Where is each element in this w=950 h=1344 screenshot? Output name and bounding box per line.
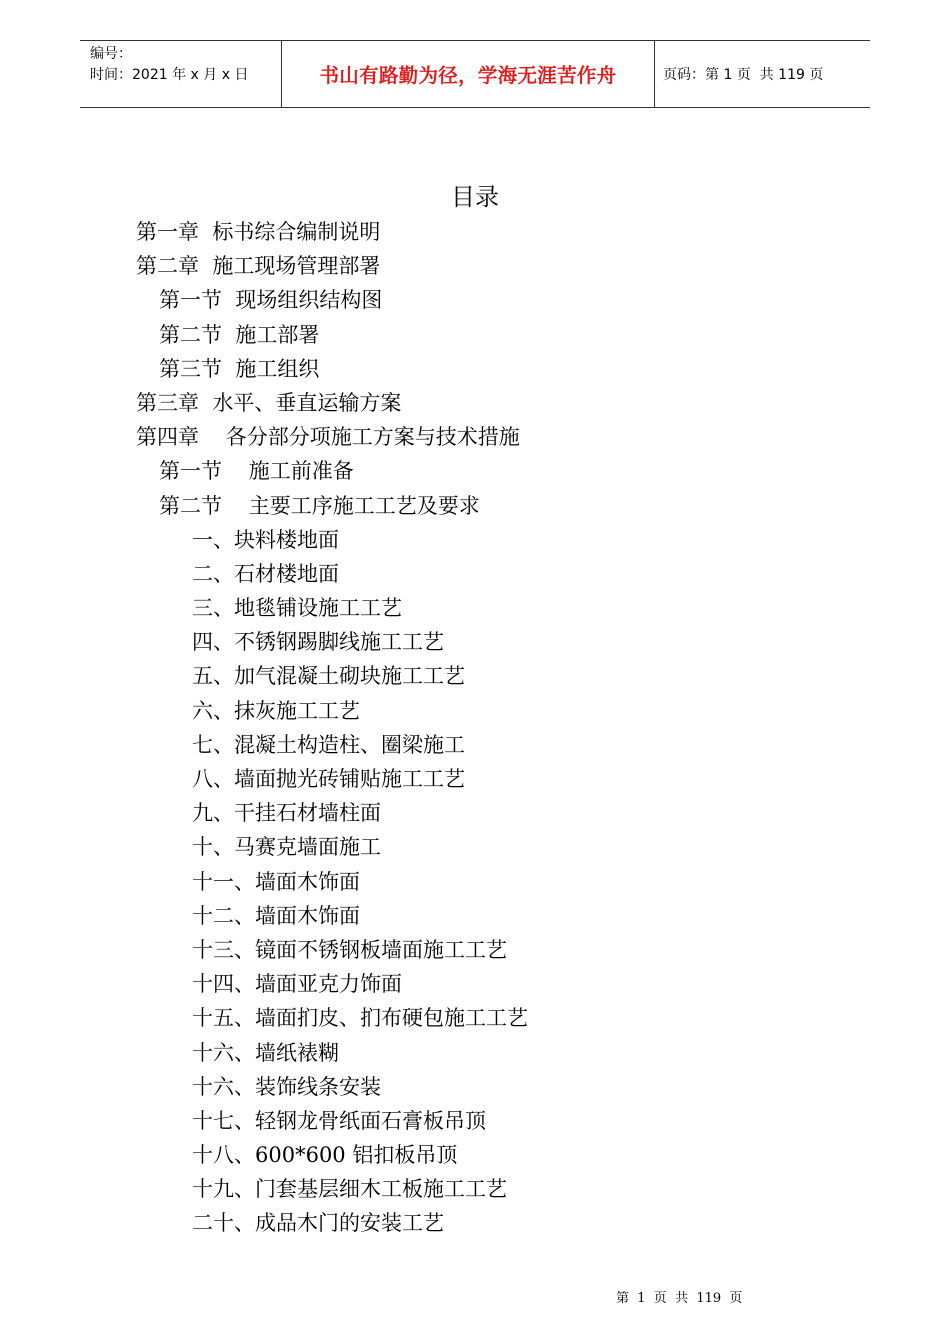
- header-page-info: 页码：第 1 页 共 119 页: [663, 67, 824, 83]
- toc-entry: 第三节 施工组织: [159, 356, 320, 381]
- toc-entry: 十五、墙面扪皮、扪布硬包施工工艺: [192, 1006, 528, 1031]
- toc-entry: 十三、镜面不锈钢板墙面施工工艺: [192, 937, 507, 962]
- toc-entry: 第一节 现场组织结构图: [159, 288, 383, 313]
- table-of-contents: [0, 215, 950, 1241]
- toc-entry: 四、不锈钢踢脚线施工工艺: [192, 630, 444, 655]
- toc-entry: 第一节 施工前准备: [159, 459, 354, 484]
- toc-entry: 第四章 各分部分项施工方案与技术措施: [136, 425, 520, 450]
- page-header: [80, 40, 870, 108]
- toc-entry: 十六、墙纸裱糊: [192, 1040, 339, 1065]
- toc-entry: 十八、600*600 铝扣板吊顶: [192, 1143, 458, 1168]
- toc-entry: 十二、墙面木饰面: [192, 903, 360, 928]
- toc-entry: 第二节 施工部署: [159, 322, 320, 347]
- toc-entry: 十九、门套基层细木工板施工工艺: [192, 1177, 507, 1202]
- toc-entry: 一、块料楼地面: [192, 527, 339, 552]
- header-number-label: 编号：: [90, 46, 132, 62]
- header-motto-cell: [282, 41, 655, 107]
- header-motto: 书山有路勤为径，学海无涯苦作舟: [319, 64, 617, 87]
- toc-entry: 十四、墙面亚克力饰面: [192, 972, 402, 997]
- toc-entry: 第二节 主要工序施工工艺及要求: [159, 493, 480, 518]
- toc-entry: 十六、装饰线条安装: [192, 1074, 381, 1099]
- toc-entry: 二十、成品木门的安装工艺: [192, 1211, 444, 1236]
- toc-entry: 第一章 标书综合编制说明: [136, 220, 381, 244]
- toc-entry: 七、混凝土构造柱、圈梁施工: [192, 732, 465, 757]
- header-page-cell: [655, 41, 870, 107]
- toc-entry: 十、马赛克墙面施工: [192, 835, 381, 860]
- toc-entry: 十一、墙面木饰面: [192, 869, 360, 894]
- toc-title: 目录: [451, 183, 499, 211]
- toc-entry: 五、加气混凝土砌块施工工艺: [192, 664, 465, 689]
- header-meta-cell: [80, 41, 282, 107]
- header-date-label: 时间：2021 年 x 月 x 日: [90, 67, 249, 83]
- toc-entry: 第二章 施工现场管理部署: [136, 254, 381, 279]
- toc-entry: 十七、轻钢龙骨纸面石膏板吊顶: [192, 1108, 486, 1133]
- page-footer: 第 1 页 共 119 页: [616, 1291, 743, 1306]
- toc-entry: 第三章 水平、垂直运输方案: [136, 390, 402, 415]
- toc-entry: 三、地毯铺设施工工艺: [192, 596, 402, 621]
- toc-entry: 九、干挂石材墙柱面: [192, 801, 381, 826]
- toc-entry: 八、墙面抛光砖铺贴施工工艺: [192, 767, 465, 791]
- toc-entry: 六、抹灰施工工艺: [192, 698, 360, 723]
- toc-entry: 二、石材楼地面: [192, 561, 339, 586]
